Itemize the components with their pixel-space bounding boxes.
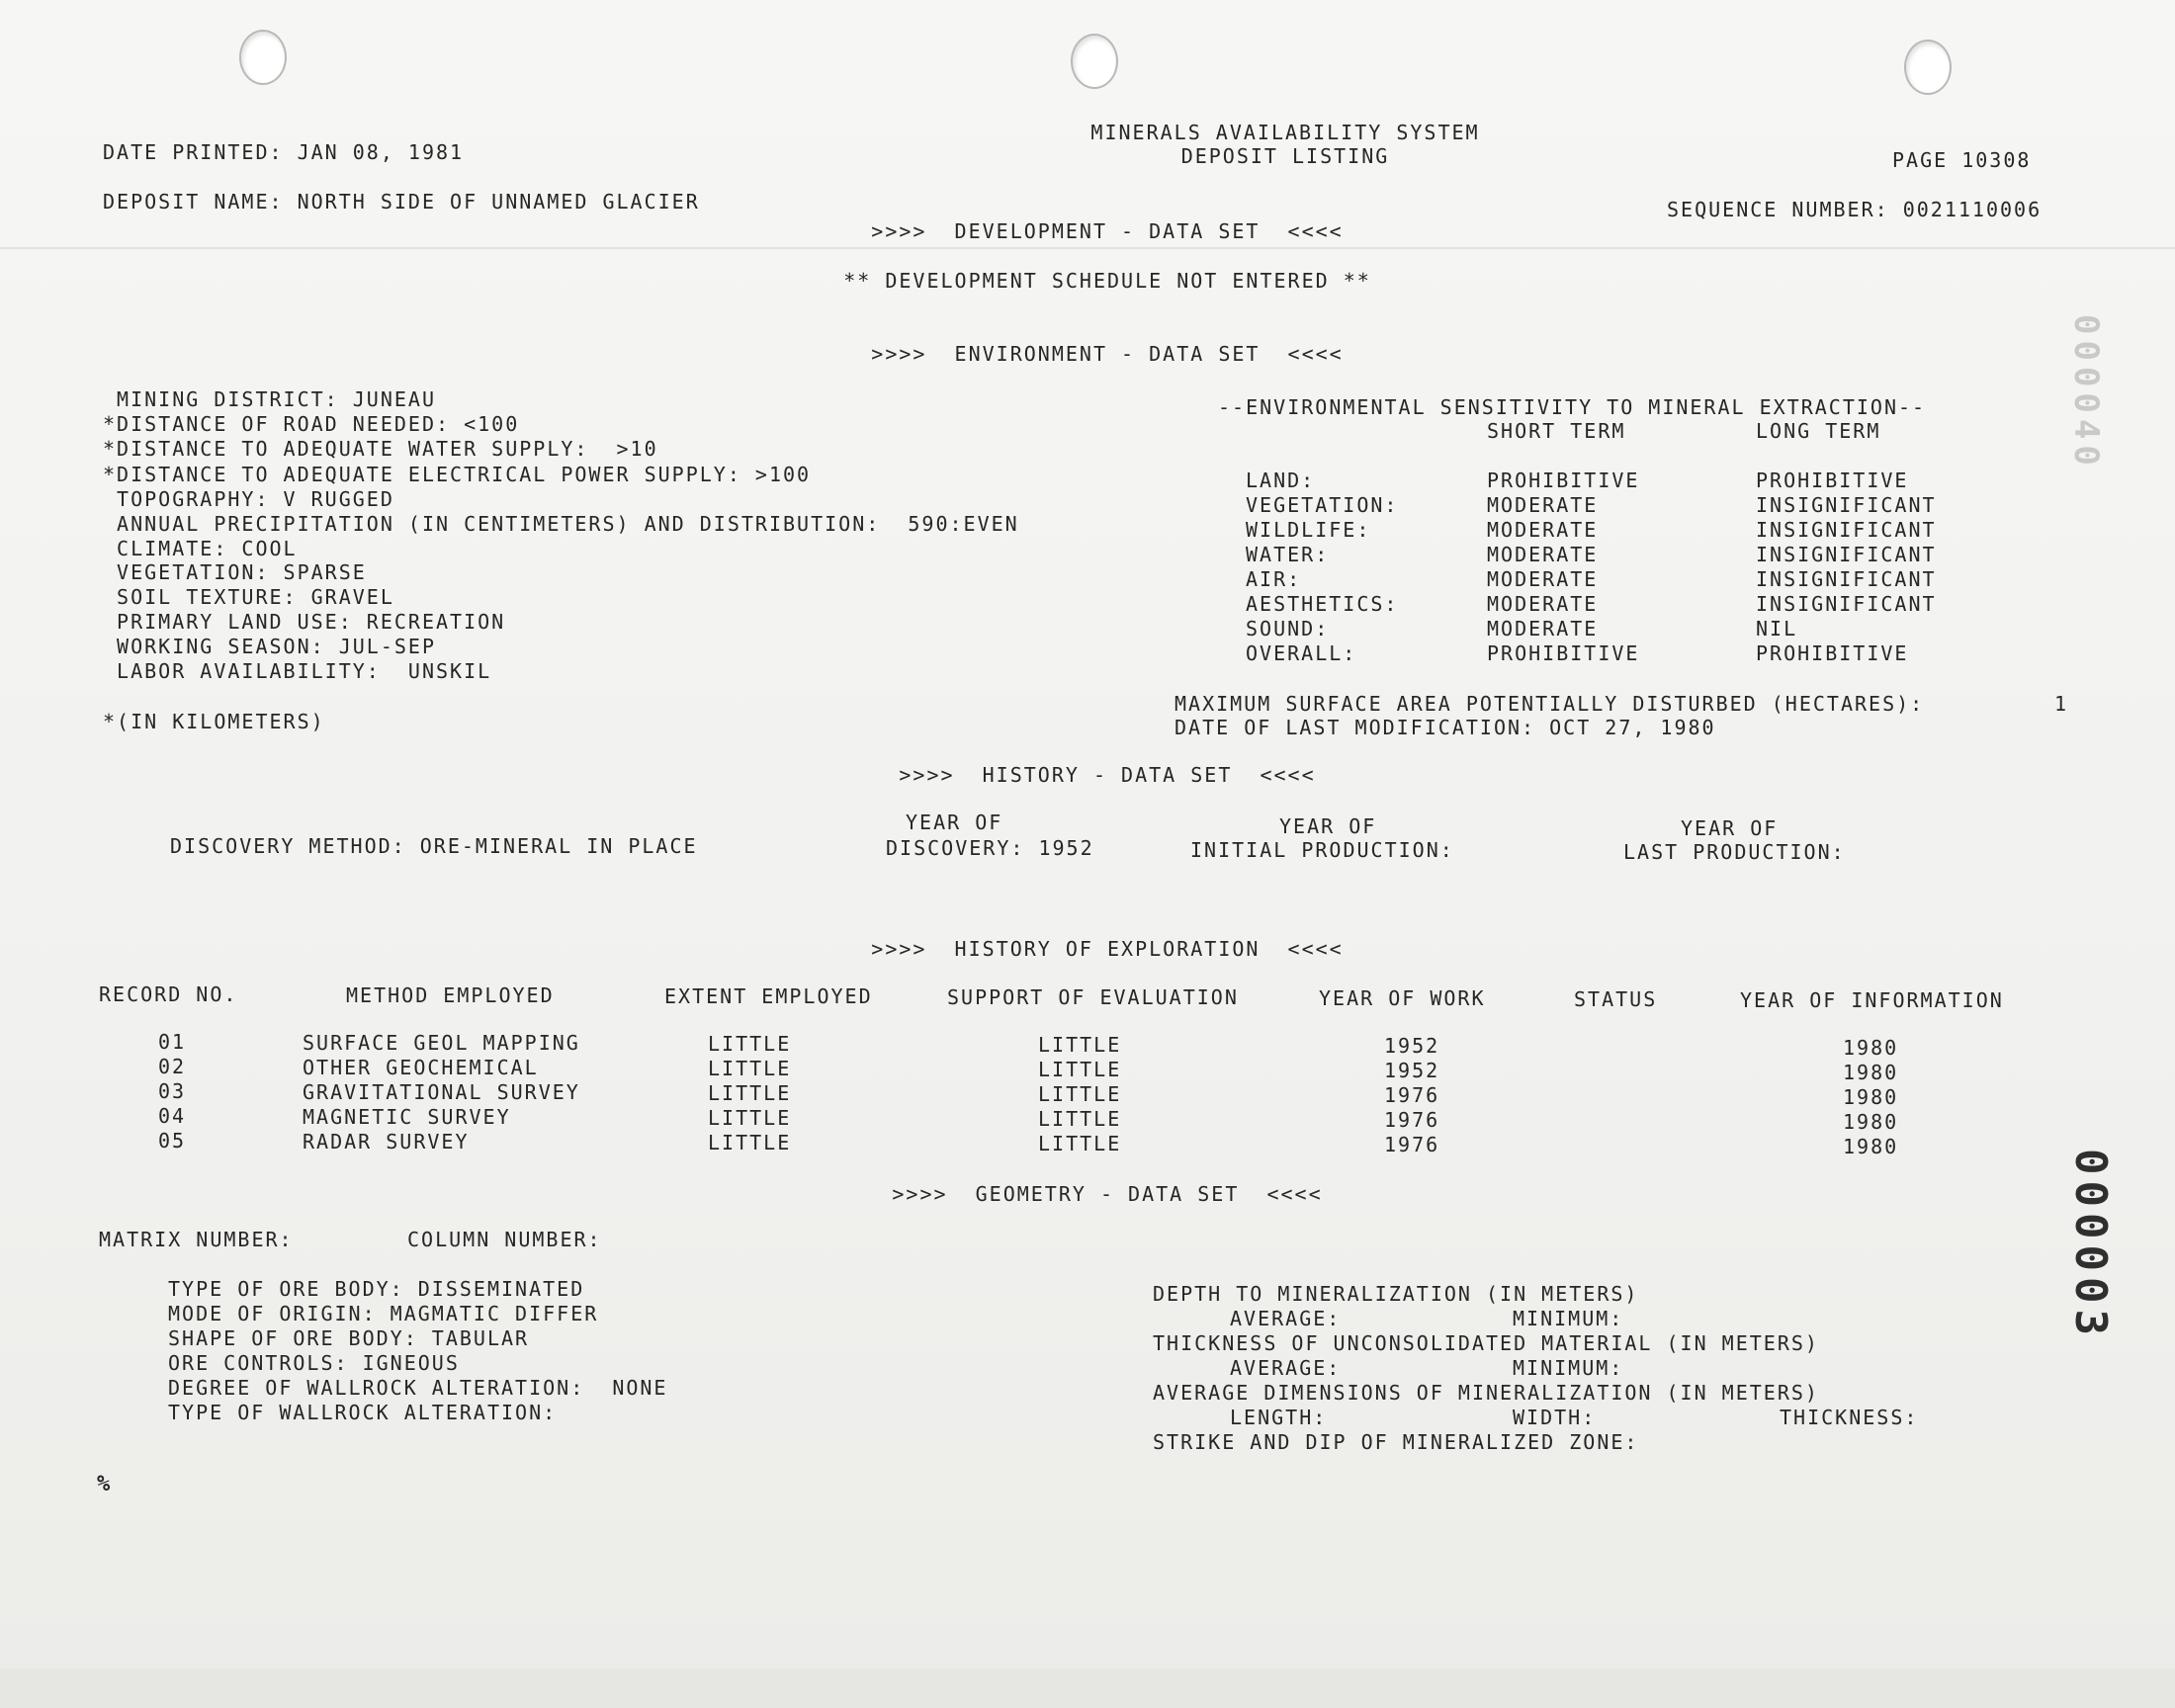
sensitivity-long: INSIGNIFICANT [1756,543,1937,566]
geometry-line: DEGREE OF WALLROCK ALTERATION: NONE [168,1376,668,1400]
column-number: COLUMN NUMBER: [407,1228,602,1251]
development-heading: >>>> DEVELOPMENT - DATA SET <<<< [871,219,1344,243]
env-line: LABOR AVAILABILITY: UNSKIL [103,659,492,683]
year-of-information: 1980 [1843,1135,1899,1158]
support-of-evaluation: LITTLE [1038,1082,1122,1106]
extent-employed: LITTLE [708,1057,792,1080]
max-surface-area-label: MAXIMUM SURFACE AREA POTENTIALLY DISTURBED (HECTARES): [1174,692,1925,716]
width-label: WIDTH: [1513,1406,1597,1429]
dimensions-title: AVERAGE DIMENSIONS OF MINERALIZATION (IN METERS) [1153,1381,1819,1405]
sensitivity-short: MODERATE [1487,567,1599,591]
geometry-heading: >>>> GEOMETRY - DATA SET <<<< [892,1182,1323,1206]
year-of-label: YEAR OF [1681,816,1779,840]
column-header: RECORD NO. [99,982,238,1006]
page-number: PAGE 10308 [1892,148,2032,172]
support-of-evaluation: LITTLE [1038,1107,1122,1131]
average-label: AVERAGE: [1230,1356,1342,1380]
sensitivity-short: MODERATE [1487,543,1599,566]
year-of-information: 1980 [1843,1110,1899,1134]
extent-employed: LITTLE [708,1106,792,1130]
column-header: SUPPORT OF EVALUATION [947,985,1239,1009]
development-note: ** DEVELOPMENT SCHEDULE NOT ENTERED ** [843,269,1371,293]
column-header: STATUS [1574,987,1658,1011]
record-number: 05 [158,1129,187,1153]
env-line: *DISTANCE TO ADEQUATE ELECTRICAL POWER SUPPLY: >100 [103,463,812,486]
geometry-line: MODE OF ORIGIN: MAGMATIC DIFFER [168,1302,599,1325]
env-line: *DISTANCE OF ROAD NEEDED: <100 [103,412,520,436]
method-employed: MAGNETIC SURVEY [303,1105,511,1129]
history-heading: >>>> HISTORY - DATA SET <<<< [899,763,1316,787]
page-fold [0,247,2175,249]
deposit-name: DEPOSIT NAME: NORTH SIDE OF UNNAMED GLACIER [103,190,700,214]
depth-title: DEPTH TO MINERALIZATION (IN METERS) [1153,1282,1639,1306]
sensitivity-title: --ENVIRONMENTAL SENSITIVITY TO MINERAL EXTRACTION-- [1218,395,1927,419]
page-stamp: 000003 [2065,1149,2116,1341]
listing-title: DEPOSIT LISTING [1180,144,1390,168]
year-of-label: YEAR OF [1279,814,1377,838]
sensitivity-factor: WILDLIFE: [1246,518,1371,542]
year-of-information: 1980 [1843,1036,1899,1060]
method-employed: SURFACE GEOL MAPPING [303,1031,580,1055]
punch-hole [239,30,287,85]
column-header: EXTENT EMPLOYED [664,984,873,1008]
column-header: YEAR OF INFORMATION [1740,988,2004,1012]
initial-production: INITIAL PRODUCTION: [1190,838,1454,862]
column-header: YEAR OF WORK [1319,986,1486,1010]
column-header: METHOD EMPLOYED [346,983,555,1007]
sensitivity-long: INSIGNIFICANT [1756,518,1937,542]
faint-page-stamp: 000040 [2066,314,2106,471]
sequence-number: SEQUENCE NUMBER: 0021110006 [1667,198,2043,221]
last-production: LAST PRODUCTION: [1623,840,1846,864]
thickness-label: THICKNESS: [1780,1406,1919,1429]
sensitivity-short: MODERATE [1487,493,1599,517]
sensitivity-long: PROHIBITIVE [1756,641,1909,665]
year-of-information: 1980 [1843,1061,1899,1084]
sensitivity-short: MODERATE [1487,617,1599,640]
support-of-evaluation: LITTLE [1038,1058,1122,1081]
year-of-work: 1952 [1384,1059,1440,1082]
system-title: MINERALS AVAILABILITY SYSTEM [1090,121,1480,144]
geometry-line: TYPE OF ORE BODY: DISSEMINATED [168,1277,585,1301]
minimum-label: MINIMUM: [1513,1307,1624,1330]
discovery-method: DISCOVERY METHOD: ORE-MINERAL IN PLACE [170,834,698,858]
extent-employed: LITTLE [708,1131,792,1154]
sensitivity-short: PROHIBITIVE [1487,469,1640,492]
sensitivity-short: MODERATE [1487,518,1599,542]
record-number: 04 [158,1104,187,1128]
year-of-work: 1976 [1384,1108,1440,1132]
env-line: MINING DISTRICT: JUNEAU [103,387,436,411]
env-line: *DISTANCE TO ADEQUATE WATER SUPPLY: >10 [103,437,658,461]
record-number: 03 [158,1079,187,1103]
thickness-title: THICKNESS OF UNCONSOLIDATED MATERIAL (IN METERS) [1153,1331,1819,1355]
strike-dip: STRIKE AND DIP OF MINERALIZED ZONE: [1153,1430,1639,1454]
sensitivity-long: INSIGNIFICANT [1756,592,1937,616]
date-printed: DATE PRINTED: JAN 08, 1981 [103,140,465,164]
sensitivity-factor: WATER: [1246,543,1330,566]
support-of-evaluation: LITTLE [1038,1033,1122,1057]
record-number: 01 [158,1030,187,1054]
sensitivity-factor: LAND: [1246,469,1316,492]
year-of-work: 1976 [1384,1083,1440,1107]
max-surface-area-value: 1 [2054,692,2069,716]
punch-hole [1904,40,1952,95]
length-label: LENGTH: [1230,1406,1328,1429]
method-employed: GRAVITATIONAL SURVEY [303,1080,580,1104]
record-number: 02 [158,1055,187,1078]
year-of-work: 1952 [1384,1034,1440,1058]
sensitivity-long: INSIGNIFICANT [1756,493,1937,517]
sensitivity-factor: VEGETATION: [1246,493,1399,517]
sensitivity-factor: OVERALL: [1246,641,1357,665]
footer-mark: % [97,1472,113,1496]
sensitivity-factor: SOUND: [1246,617,1330,640]
short-term-header: SHORT TERM [1487,419,1626,443]
geometry-line: SHAPE OF ORE BODY: TABULAR [168,1326,530,1350]
extent-employed: LITTLE [708,1081,792,1105]
exploration-heading: >>>> HISTORY OF EXPLORATION <<<< [871,937,1344,961]
sensitivity-long: PROHIBITIVE [1756,469,1909,492]
support-of-evaluation: LITTLE [1038,1132,1122,1155]
geometry-line: ORE CONTROLS: IGNEOUS [168,1351,460,1375]
sensitivity-short: MODERATE [1487,592,1599,616]
minimum-label: MINIMUM: [1513,1356,1624,1380]
env-line: TOPOGRAPHY: V RUGGED [103,487,394,511]
discovery-year: DISCOVERY: 1952 [886,836,1094,860]
sensitivity-short: PROHIBITIVE [1487,641,1640,665]
sensitivity-long: NIL [1756,617,1798,640]
env-line: WORKING SEASON: JUL-SEP [103,635,436,658]
env-line: CLIMATE: COOL [103,537,298,560]
sensitivity-long: INSIGNIFICANT [1756,567,1937,591]
method-employed: RADAR SURVEY [303,1130,470,1153]
env-line: SOIL TEXTURE: GRAVEL [103,585,394,609]
sensitivity-factor: AIR: [1246,567,1302,591]
year-of-label: YEAR OF [906,811,1003,834]
env-line: ANNUAL PRECIPITATION (IN CENTIMETERS) AND DISTRIBUTION: 590:EVEN [103,512,1019,536]
environment-heading: >>>> ENVIRONMENT - DATA SET <<<< [871,342,1344,366]
long-term-header: LONG TERM [1756,419,1881,443]
env-line: PRIMARY LAND USE: RECREATION [103,610,506,634]
geometry-line: TYPE OF WALLROCK ALTERATION: [168,1401,558,1424]
last-modification: DATE OF LAST MODIFICATION: OCT 27, 1980 [1174,716,1716,739]
year-of-information: 1980 [1843,1085,1899,1109]
kilometers-footnote: *(IN KILOMETERS) [103,710,325,733]
year-of-work: 1976 [1384,1133,1440,1156]
average-label: AVERAGE: [1230,1307,1342,1330]
extent-employed: LITTLE [708,1032,792,1056]
sensitivity-factor: AESTHETICS: [1246,592,1399,616]
punch-hole [1071,34,1118,89]
env-line: VEGETATION: SPARSE [103,560,367,584]
method-employed: OTHER GEOCHEMICAL [303,1056,539,1079]
scan-edge [0,1668,2175,1708]
matrix-number: MATRIX NUMBER: [99,1228,294,1251]
